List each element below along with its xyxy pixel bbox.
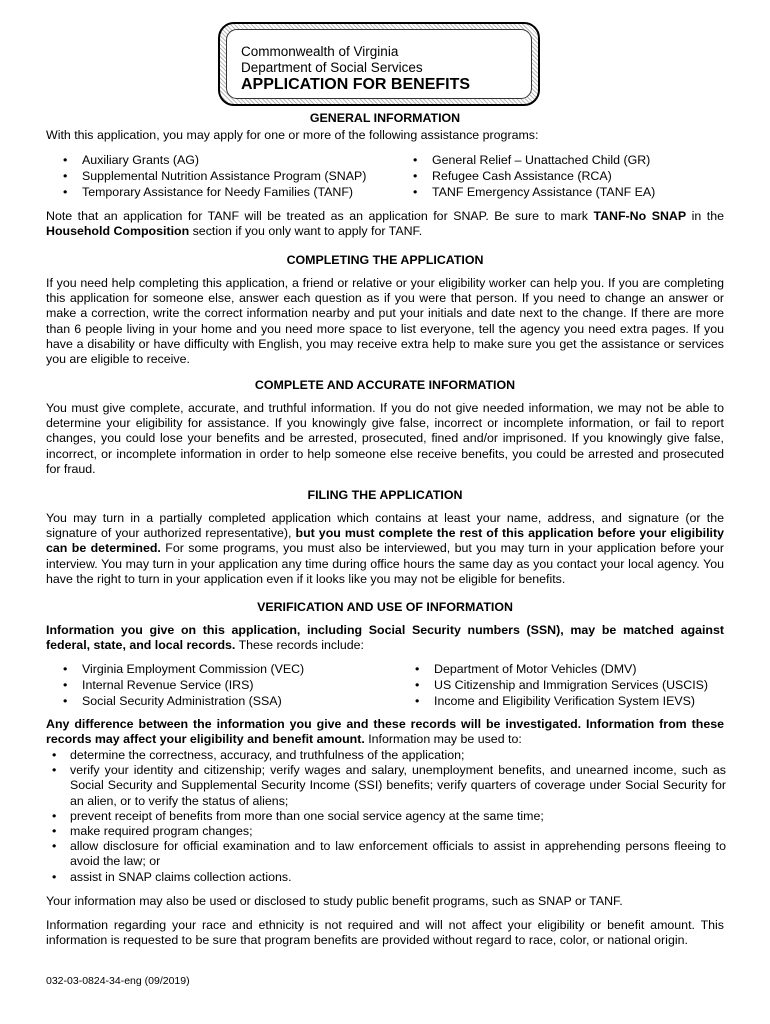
title-box — [218, 22, 540, 106]
information-use-item: • allow disclosure for official examination and to law enforcement officials to assist in apprehending persons fleeing to avoid the law; or — [46, 839, 726, 869]
page-title: APPLICATION FOR BENEFITS — [241, 76, 471, 93]
information-use-item: • prevent receipt of benefits from more than one social service agency at the same time; — [46, 809, 726, 824]
information-use-item: • make required program changes; — [46, 824, 726, 839]
records-right-list — [410, 662, 708, 710]
race-ethnicity-text: Information regarding your race and ethnicity is not required and will not affect your eligibility or benefit amount. This information is requested to be sure that program benefits are provided without regard to race, color, or national origin. — [46, 918, 724, 948]
program-list-item: • TANF Emergency Assistance (TANF EA) — [408, 185, 655, 201]
information-uses-list — [46, 748, 726, 885]
difference-paragraph — [46, 717, 724, 747]
records-list-item: • Income and Eligibility Verification System IEVS) — [410, 694, 708, 710]
program-list-item: • Auxiliary Grants (AG) — [58, 153, 366, 169]
verification-heading: VERIFICATION AND USE OF INFORMATION — [257, 600, 513, 614]
header-department: Department of Social Services — [241, 60, 423, 75]
records-list-item: • Internal Revenue Service (IRS) — [58, 678, 304, 694]
tanf-note-part: section if you only want to apply for TANF. — [189, 224, 423, 239]
general-information-heading: GENERAL INFORMATION — [309, 111, 461, 125]
accurate-heading: COMPLETE AND ACCURATE INFORMATION — [254, 378, 516, 392]
information-use-item: • determine the correctness, accuracy, and truthfulness of the application; — [46, 748, 726, 763]
form-number: 032-03-0824-34-eng (09/2019) — [46, 975, 190, 987]
verification-intro-part: These records include: — [235, 638, 364, 653]
information-use-item: • assist in SNAP claims collection actions. — [46, 870, 726, 885]
difference-part: Information may be used to: — [364, 732, 522, 747]
records-list-item: • US Citizenship and Immigration Services (USCIS) — [410, 678, 708, 694]
filing-heading: FILING THE APPLICATION — [307, 488, 463, 502]
records-list-item: • Department of Motor Vehicles (DMV) — [410, 662, 708, 678]
filing-text-part: For some programs, you must also be interviewed, but you may turn in your application before your interview. You may turn in your application any time during office hours the same day as you contact your local agency. You have the right to turn in your application even if it looks like you may not be eligible for benefits. — [46, 541, 725, 586]
title-box-inner — [226, 29, 532, 99]
information-use-item: • verify your identity and citizenship; verify wages and salary, unemployment benefits, and unearned income, such as Social Security and Supplemental Security Income (SSI) benefits; verify quarters of coverage under Social Security for an alien, or to verify the status of aliens; — [46, 763, 726, 809]
programs-left-list — [58, 153, 366, 201]
header-commonwealth: Commonwealth of Virginia — [241, 44, 399, 59]
filing-emphasis: but you must complete the rest of this application before your eligibility can be determined. — [46, 526, 724, 556]
program-list-item: • Supplemental Nutrition Assistance Program (SNAP) — [58, 169, 366, 185]
verification-intro — [46, 623, 724, 653]
programs-right-list — [408, 153, 655, 201]
tanf-note-part: in the — [686, 209, 724, 223]
completing-text: If you need help completing this application, a friend or relative or your eligibility worker can help you. If you are completing this application for someone else, answer each question as if you were that person. If you need to change an answer or make a correction, write the correct information nearby and put your initials and date next to the change. If there are more than 6 people living in your home and you need more space to list everyone, tell the agency you need extra pages. If you have a disability or have difficulty with English, you may receive extra help to make sure you get the assistance or services you are eligible to receive. — [46, 276, 724, 367]
filing-text-part: You may turn in a partially completed application which contains at least your name, address, and signature (or the signature of your authorized representative), — [46, 511, 724, 541]
program-list-item: • General Relief – Unattached Child (GR) — [408, 153, 655, 169]
tanf-no-snap-emphasis: TANF-No SNAP — [593, 209, 687, 223]
filing-text — [46, 511, 724, 587]
tanf-note — [46, 209, 724, 239]
program-list-item: • Refugee Cash Assistance (RCA) — [408, 169, 655, 185]
accurate-text: You must give complete, accurate, and truthful information. If you do not give needed information, we may not be able to determine your eligibility for assistance. If you knowingly give false, incorrect or incomplete information, or fail to report changes, you could lose your benefits and be arrested, prosecuted, fined and/or imprisoned. If you knowingly give false, incorrect, or incomplete information in order to help someone else receive benefits, you could be arrested and prosecuted for fraud. — [46, 401, 724, 476]
records-left-list — [58, 662, 304, 710]
disclosure-text: Your information may also be used or disclosed to study public benefit programs, such as SNAP or TANF. — [46, 894, 623, 908]
general-intro: With this application, you may apply for one or more of the following assistance programs: — [46, 128, 539, 142]
records-list-item: • Virginia Employment Commission (VEC) — [58, 662, 304, 678]
household-composition-emphasis: Household Composition — [46, 224, 190, 239]
program-list-item: • Temporary Assistance for Needy Families (TANF) — [58, 185, 366, 201]
records-list-item: • Social Security Administration (SSA) — [58, 694, 304, 710]
completing-heading: COMPLETING THE APPLICATION — [286, 253, 484, 267]
difference-emphasis: Any difference between the information you give and these records will be investigated. Information from these records may affect your eligibility and benefit amount. — [46, 717, 724, 747]
tanf-note-part: Note that an application for TANF will be treated as an application for SNAP. Be sure to mark — [46, 209, 594, 223]
verification-intro-emphasis: Information you give on this application, including Social Security numbers (SSN), may be matched against federal, state, and local records. — [46, 623, 724, 653]
